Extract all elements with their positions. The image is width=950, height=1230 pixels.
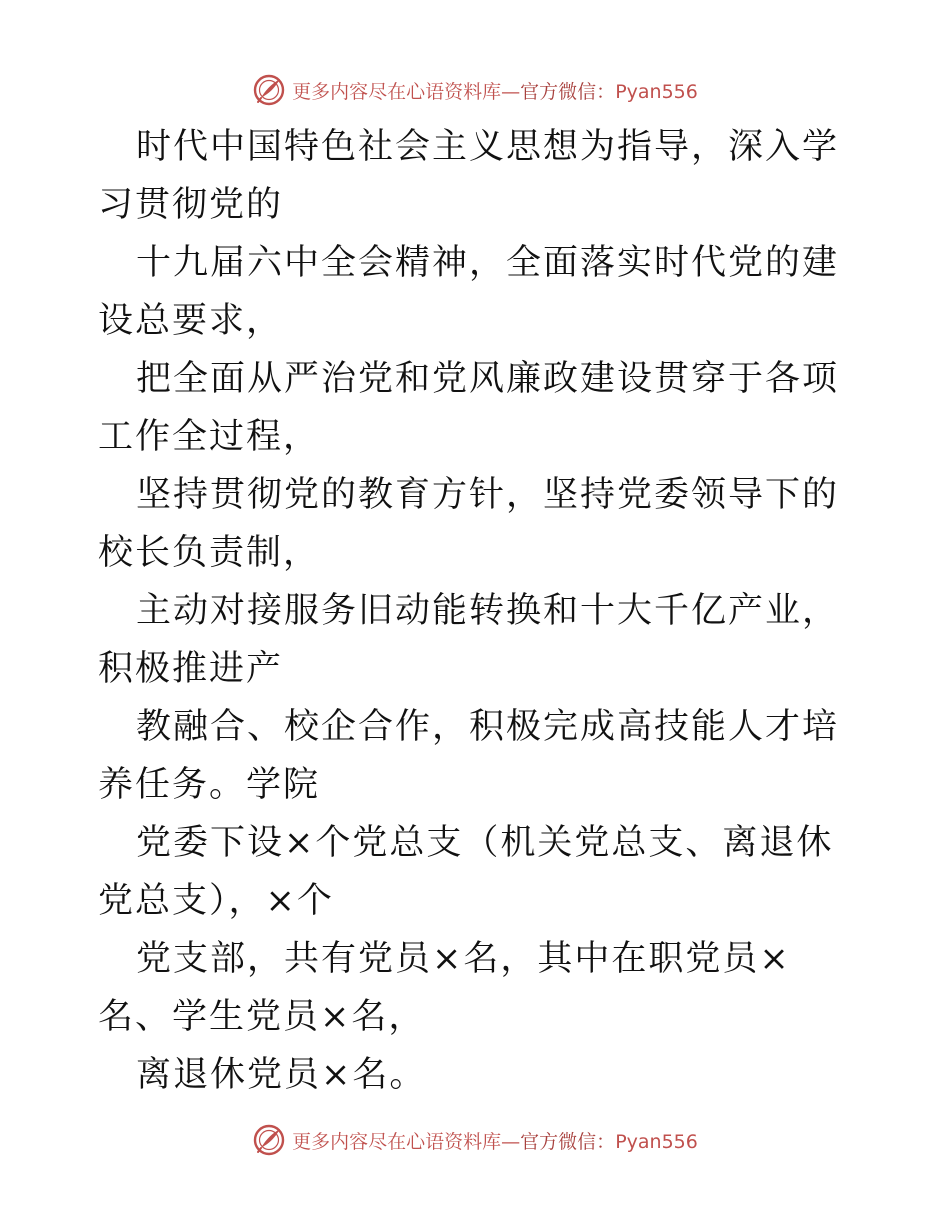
document-body bbox=[98, 118, 858, 1104]
paragraph-6: 教融合、校企合作，积极完成高技能人才培养任务。学院 bbox=[98, 707, 840, 805]
footer-watermark bbox=[0, 1120, 950, 1160]
watermark-label: 官方微信： bbox=[520, 1130, 616, 1153]
watermark-site: 更多内容尽在心语资料库 bbox=[292, 80, 502, 103]
paragraph-4: 坚持贯彻党的教育方针，坚持党委领导下的校长负责制， bbox=[98, 475, 840, 573]
paragraph-9: 离退休党员×名。 bbox=[136, 1055, 427, 1095]
paragraph-5: 主动对接服务旧动能转换和十大千亿产业，积极推进产 bbox=[98, 591, 840, 689]
paragraph-8: 党支部，共有党员×名，其中在职党员×名、学生党员×名， bbox=[98, 939, 791, 1037]
watermark-account: Pyan556 bbox=[615, 80, 698, 103]
watermark-text bbox=[292, 1127, 698, 1154]
paragraph-3: 把全面从严治党和党风廉政建设贯穿于各项工作全过程， bbox=[98, 359, 840, 457]
watermark-separator: — bbox=[501, 80, 521, 103]
watermark-separator: — bbox=[501, 1130, 521, 1153]
watermark-label: 官方微信： bbox=[520, 80, 616, 103]
paragraph-2: 十九届六中全会精神，全面落实时代党的建设总要求， bbox=[98, 243, 840, 341]
feather-quill-icon bbox=[252, 73, 286, 107]
watermark-account: Pyan556 bbox=[615, 1130, 698, 1153]
feather-quill-icon bbox=[252, 1123, 286, 1157]
watermark-text bbox=[292, 77, 698, 104]
paragraph-1: 时代中国特色社会主义思想为指导，深入学习贯彻党的 bbox=[98, 127, 840, 225]
header-watermark bbox=[0, 70, 950, 110]
watermark-site: 更多内容尽在心语资料库 bbox=[292, 1130, 502, 1153]
paragraph-7: 党委下设×个党总支（机关党总支、离退休党总支），×个 bbox=[98, 823, 834, 921]
